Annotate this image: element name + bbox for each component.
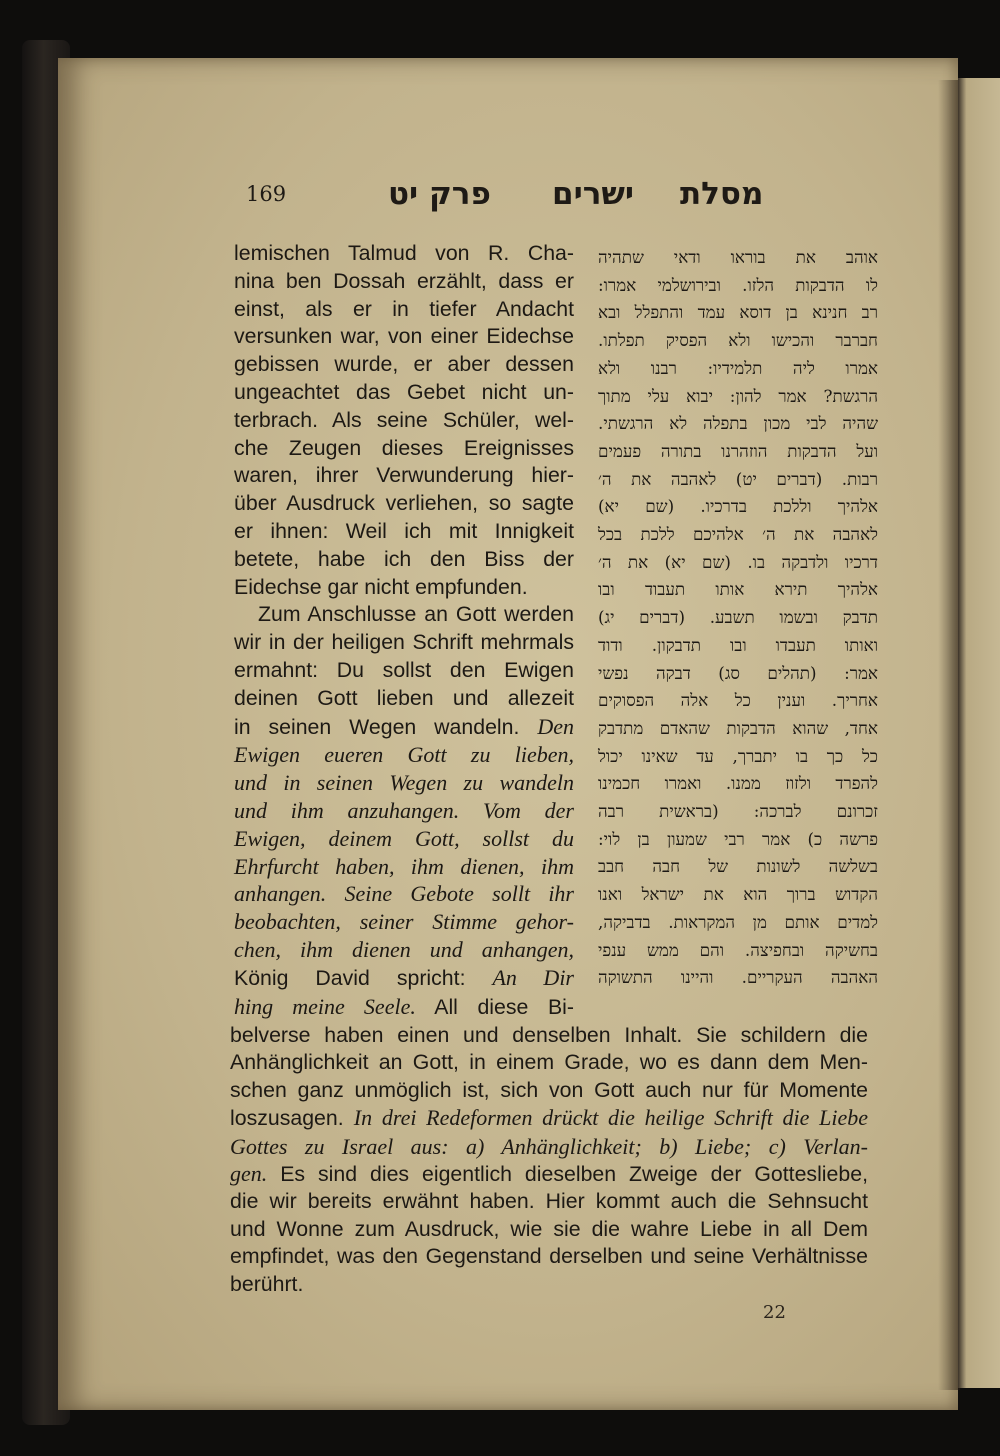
text-segment: in seinen Wegen wandeln.: [234, 714, 520, 739]
hebrew-line: להפרד ולזוז ממנו. ואמרו חכמינו: [598, 773, 878, 794]
text-line: über Ausdruck verliehen, so sagte: [234, 491, 574, 516]
text-line: er ihnen: Weil ich mit Innigkeit: [234, 518, 574, 543]
german-translation-column: [234, 240, 574, 1021]
scripture-quote: Den: [537, 713, 574, 739]
text-line: betete, habe ich den Biss der: [234, 546, 574, 571]
hebrew-line: אוהב את בוראו ודאי שתהיה: [598, 247, 878, 267]
german-continuation-block: [230, 1022, 868, 1298]
book-title-word-1: מסלת: [680, 176, 764, 212]
hebrew-line: האהבה העקריים. והיינו התשוקה: [598, 967, 878, 988]
text-line: Anhänglichkeit an Gott, in einem Grade, wo es dann dem Men-: [230, 1050, 868, 1075]
text-line: [230, 1160, 868, 1188]
scripture-quote-line: Ewigen, deinem Gott, sollst du: [234, 825, 574, 851]
scripture-quote-line: beobachten, seiner Stimme gehor-: [234, 909, 574, 935]
scripture-quote-line: Ewigen eueren Gott zu lieben,: [234, 742, 574, 768]
hebrew-line: אחריך. וענין כל אלה הפסוקים: [598, 690, 878, 711]
text-line: berührt.: [230, 1271, 304, 1296]
hebrew-line: אלהיך וללכת בדרכיו. (שם יא): [598, 496, 878, 517]
text-line: lemischen Talmud von R. Cha-: [234, 241, 574, 265]
scripture-quote: hing meine Seele.: [234, 993, 416, 1019]
chapter-heading: פרק יט: [388, 176, 491, 212]
hebrew-line: חברבר והכישו ולא הפסיק תפלתו.: [598, 330, 878, 351]
hebrew-line: ועל הדבקות הוזהרנו בתורה פעמים: [598, 440, 878, 461]
hebrew-line: בשלשה לשונות של חבה חבב: [598, 856, 878, 877]
text-line: gebissen wurde, er aber dessen: [234, 352, 574, 377]
text-segment: loszusagen.: [230, 1106, 344, 1131]
text-line: deinen Gott lieben und allezeit: [234, 685, 574, 710]
text-line: [234, 993, 574, 1022]
text-line: und Wonne zum Ausdruck, wie sie die wahre Liebe in all Dem: [230, 1216, 868, 1241]
text-line: die wir bereits erwähnt haben. Hier kommt auch die Sehnsucht: [230, 1189, 868, 1214]
hebrew-original-column: [598, 244, 878, 992]
facing-page-edge: [958, 78, 1000, 1388]
scripture-quote: In drei Redeformen drückt die heilige Schrift die Liebe: [353, 1105, 868, 1131]
hebrew-line: רב חנינא בן דוסא עמד והתפלל ובא: [598, 302, 878, 323]
text-line: waren, ihrer Verwunderung hier-: [234, 463, 574, 488]
text-segment: Es sind dies eigentlich dieselben Zweige der Gottesliebe,: [280, 1162, 868, 1187]
text-line: ermahnt: Du sollst den Ewigen: [234, 657, 574, 682]
scripture-quote-line: anhangen. Seine Gebote sollt ihr: [234, 881, 574, 907]
scripture-quote: gen.: [230, 1161, 268, 1187]
text-line: schen ganz unmöglich ist, sich von Gott auch nur für Momente: [230, 1077, 868, 1102]
text-line: Eidechse gar nicht empfunden.: [234, 574, 528, 599]
scripture-quote: An Dir: [492, 964, 574, 990]
page-gutter-shadow: [938, 80, 960, 1390]
text-line: [230, 1104, 868, 1132]
text-line: terbrach. Als seine Schüler, wel-: [234, 407, 574, 432]
scripture-quote-line: chen, ihm dienen und anhangen,: [234, 936, 574, 962]
hebrew-line: לו הדבקות הלזו. ובירושלמי אמרו:: [598, 274, 878, 295]
text-line: Zum Anschlusse an Gott werden: [258, 602, 574, 627]
text-line: ungeachtet das Gebet nicht un-: [234, 379, 574, 404]
scripture-quote-line: Ehrfurcht haben, ihm dienen, ihm: [234, 853, 574, 879]
hebrew-line: אמר: (תהלים סג) דבקה נפשי: [598, 662, 878, 683]
hebrew-line: כל כך בו יתברך, עד שאינו יכול: [598, 745, 878, 766]
text-line: versunken war, von einer Eidechse: [234, 324, 574, 349]
text-line: belverse haben einen und denselben Inhalt. Sie schildern die: [230, 1023, 868, 1047]
hebrew-line: תדבק ובשמו תשבע. (דברים יג): [598, 607, 878, 628]
hebrew-line: הרגשת? אמר להון: יבוא עלי מתוך: [598, 385, 878, 406]
text-line: einst, als er in tiefer Andacht: [234, 296, 574, 321]
page-number: 169: [246, 182, 287, 206]
hebrew-line: ואותו תעבדו ובו תדבקון. ודוד: [598, 634, 878, 655]
hebrew-line: זכרונם לברכה: (בראשית רבה: [598, 801, 878, 822]
text-line: nina ben Dossah erzählt, dass er: [234, 268, 574, 293]
text-segment: König David spricht:: [234, 965, 466, 990]
hebrew-line: דרכיו ולדבקה בו. (שם יא) את ה׳: [598, 551, 878, 572]
text-segment: All diese Bi-: [434, 994, 574, 1019]
signature-mark: 22: [763, 1302, 786, 1323]
text-line: che Zeugen dieses Ereignisses: [234, 435, 574, 460]
hebrew-line: בחשיקה ובחפיצה. והם ממש ענפי: [598, 939, 878, 960]
scripture-quote-line: und in seinen Wegen zu wandeln: [234, 770, 574, 796]
book-title-word-2: ישרים: [552, 176, 635, 212]
text-line: empfindet, was den Gegenstand derselben und seine Verhältnisse: [230, 1244, 868, 1269]
text-line: [234, 713, 574, 742]
hebrew-line: אלהיך תירא אותו תעבוד ובו: [598, 579, 878, 600]
hebrew-line: פרשה כ) אמר רבי שמעון בן לוי:: [598, 828, 878, 849]
text-line: [234, 964, 574, 993]
hebrew-line: שהיה לבי מכון בתפלה לא הרגשתי.: [598, 413, 878, 434]
hebrew-line: למדים אותם מן המקראות. בדביקה,: [598, 911, 878, 932]
hebrew-line: אחד, שהוא הדבקות שהאדם מתדבק: [598, 717, 878, 738]
hebrew-line: הקדוש ברוך הוא את ישראל ואנו: [598, 884, 878, 905]
scripture-quote-line: Gottes zu Israel aus: a) Anhänglichkeit; b) Liebe; c) Verlan-: [230, 1133, 868, 1159]
hebrew-line: אמרו ליה תלמידיו: רבנו ולא: [598, 357, 878, 378]
hebrew-line: רבות. (דברים יט) לאהבה את ה׳: [598, 468, 878, 489]
text-line: wir in der heiligen Schrift mehrmals: [234, 630, 574, 655]
hebrew-line: לאהבה את ה׳ אלהיכם ללכת בכל: [598, 524, 878, 545]
scripture-quote-line: und ihm anzuhangen. Vom der: [234, 797, 574, 823]
